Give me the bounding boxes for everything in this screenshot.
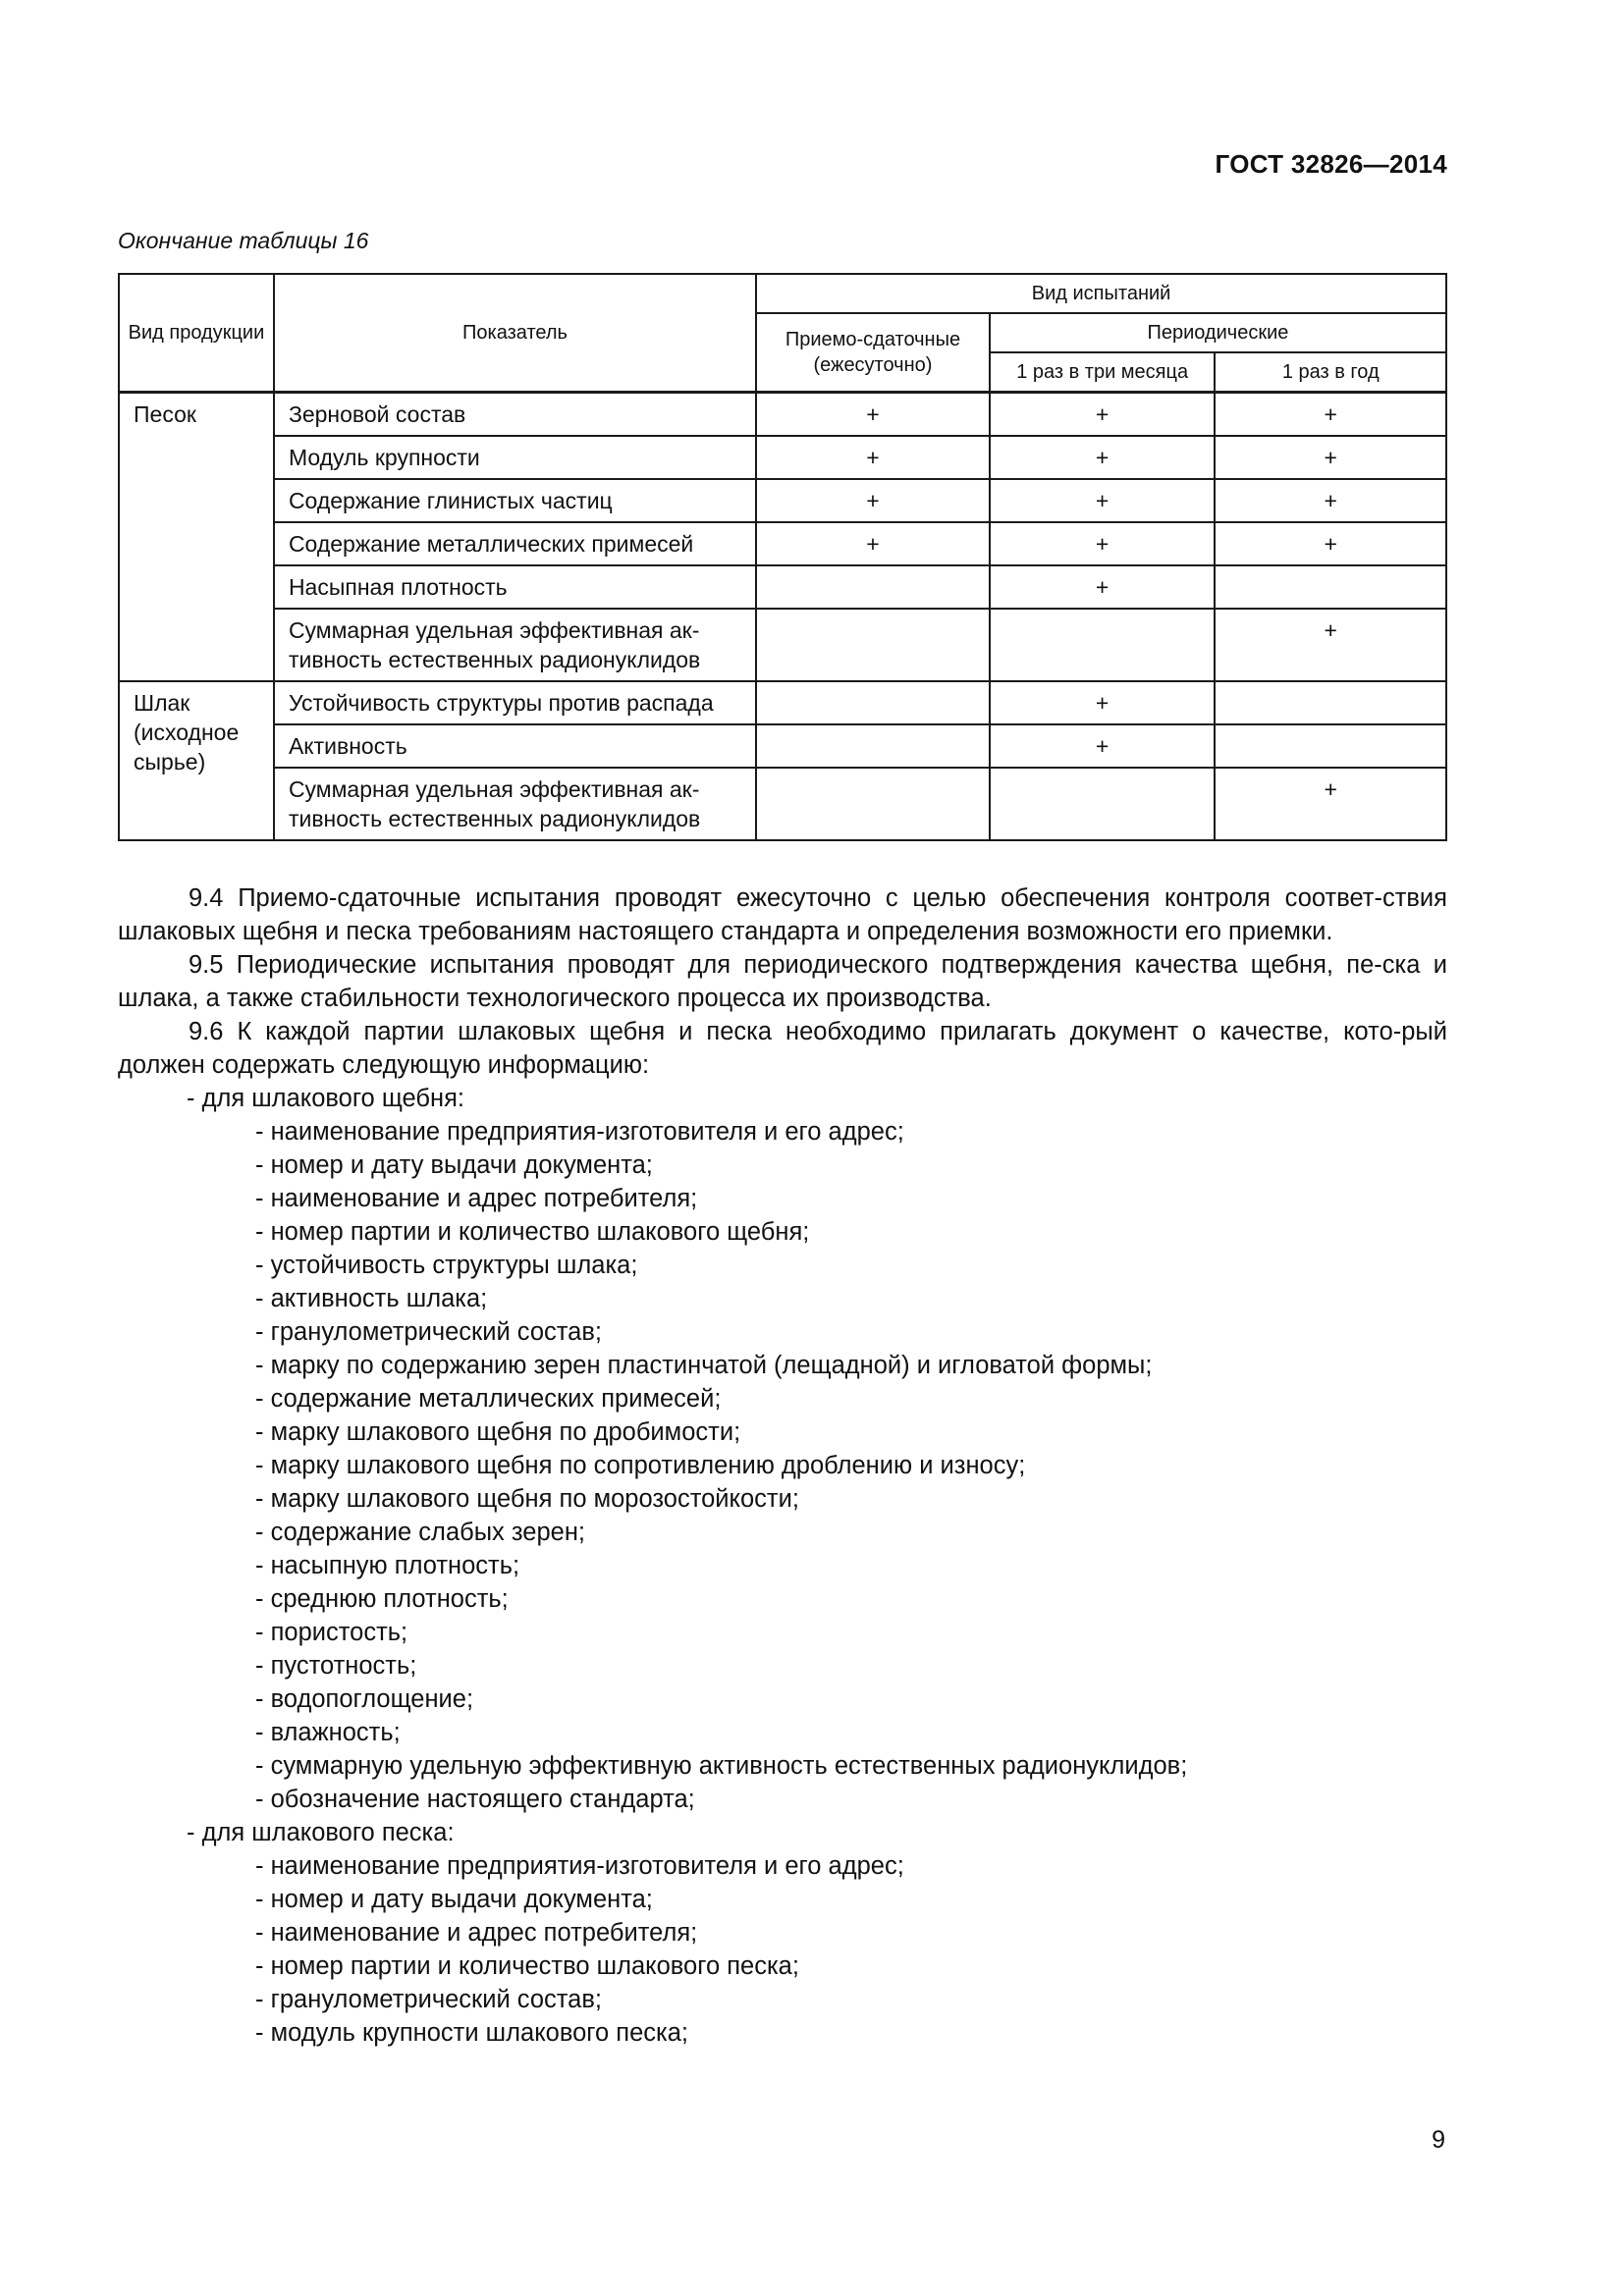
acceptance-mark — [756, 768, 990, 840]
yearly-mark: + — [1215, 609, 1446, 681]
document-id: ГОСТ 32826—2014 — [1215, 149, 1447, 179]
acceptance-mark: + — [756, 436, 990, 479]
yearly-mark — [1215, 565, 1446, 609]
yearly-mark: + — [1215, 479, 1446, 522]
list-item: - влажность; — [255, 1719, 401, 1746]
crushed-stone-list — [118, 1115, 1447, 1816]
product-cell: Песок — [119, 392, 274, 681]
list-item: - номер и дату выдачи документа; — [255, 1151, 653, 1179]
table-16 — [118, 273, 1447, 841]
acceptance-mark — [756, 681, 990, 724]
list-item: - номер и дату выдачи документа; — [255, 1886, 653, 1913]
quarterly-mark — [990, 609, 1216, 681]
acceptance-mark — [756, 565, 990, 609]
yearly-mark — [1215, 724, 1446, 768]
table-row — [119, 392, 1446, 436]
table-row — [119, 479, 1446, 522]
product-cell: Шлак (исходное сырье) — [119, 681, 274, 840]
acceptance-mark: + — [756, 522, 990, 565]
list-item: - модуль крупности шлакового песка; — [255, 2019, 688, 2047]
table-row — [119, 565, 1446, 609]
indicator-cell: Устойчивость структуры против распада — [274, 681, 756, 724]
body-text — [118, 881, 1447, 2050]
table-row — [119, 609, 1446, 681]
header-acceptance: Приемо-сдаточные (ежесуточно) — [756, 313, 990, 392]
crushed-stone-list-title: - для шлакового щебня: — [187, 1085, 464, 1112]
list-item: - пористость; — [255, 1619, 408, 1646]
header-quarterly: 1 раз в три месяца — [990, 352, 1216, 392]
indicator-cell: Активность — [274, 724, 756, 768]
indicator-cell: Содержание глинистых частиц — [274, 479, 756, 522]
quarterly-mark — [990, 768, 1216, 840]
yearly-mark: + — [1215, 768, 1446, 840]
quarterly-mark: + — [990, 436, 1216, 479]
table-row — [119, 724, 1446, 768]
list-item: - марку шлакового щебня по морозостойкости; — [255, 1485, 799, 1513]
list-item: - среднюю плотность; — [255, 1585, 509, 1613]
paragraph-9-4: 9.4 Приемо-сдаточные испытания проводят ежесуточно с целью обеспечения контроля соответ-ствия шлаковых щебня и песка требованиям настоящего стандарта и определения возможности его приемки. — [118, 884, 1447, 945]
list-item: - гранулометрический состав; — [255, 1986, 602, 2013]
header-test-type: Вид испытаний — [756, 274, 1446, 313]
quarterly-mark: + — [990, 724, 1216, 768]
sand-list-title: - для шлакового песка: — [187, 1819, 455, 1846]
list-item: - наименование и адрес потребителя; — [255, 1185, 698, 1212]
quarterly-mark: + — [990, 522, 1216, 565]
list-item: - марку шлакового щебня по дробимости; — [255, 1418, 741, 1446]
quarterly-mark: + — [990, 392, 1216, 436]
yearly-mark: + — [1215, 392, 1446, 436]
table-row — [119, 522, 1446, 565]
list-item: - содержание металлических примесей; — [255, 1385, 722, 1413]
indicator-cell: Насыпная плотность — [274, 565, 756, 609]
page-number: 9 — [1432, 2126, 1445, 2154]
list-item: - марку по содержанию зерен пластинчатой (лещадной) и игловатой формы; — [255, 1352, 1153, 1379]
list-item: - обозначение настоящего стандарта; — [255, 1786, 695, 1813]
quarterly-mark: + — [990, 681, 1216, 724]
acceptance-mark — [756, 609, 990, 681]
acceptance-mark: + — [756, 479, 990, 522]
indicator-cell: Суммарная удельная эффективная ак-тивность естественных радионуклидов — [274, 768, 756, 840]
list-item: - содержание слабых зерен; — [255, 1519, 586, 1546]
sand-list — [118, 1849, 1447, 2050]
list-item: - водопоглощение; — [255, 1685, 474, 1713]
list-item: - номер партии и количество шлакового песка; — [255, 1952, 799, 1980]
header-product: Вид продукции — [119, 274, 274, 392]
table-row — [119, 436, 1446, 479]
table-row — [119, 681, 1446, 724]
quarterly-mark: + — [990, 565, 1216, 609]
header-yearly: 1 раз в год — [1215, 352, 1446, 392]
list-item: - суммарную удельную эффективную активность естественных радионуклидов; — [255, 1752, 1188, 1780]
yearly-mark — [1215, 681, 1446, 724]
list-item: - номер партии и количество шлакового щебня; — [255, 1218, 810, 1246]
yearly-mark: + — [1215, 522, 1446, 565]
paragraph-9-5: 9.5 Периодические испытания проводят для периодического подтверждения качества щебня, пе-ска и шлака, а также стабильности технологического процесса их производства. — [118, 951, 1447, 1012]
list-item: - насыпную плотность; — [255, 1552, 520, 1579]
table-row — [119, 768, 1446, 840]
header-periodic: Периодические — [990, 313, 1446, 352]
indicator-cell: Зерновой состав — [274, 392, 756, 436]
list-item: - марку шлакового щебня по сопротивлению дроблению и износу; — [255, 1452, 1026, 1479]
table-caption: Окончание таблицы 16 — [118, 228, 369, 253]
indicator-cell: Модуль крупности — [274, 436, 756, 479]
quarterly-mark: + — [990, 479, 1216, 522]
header-indicator: Показатель — [274, 274, 756, 392]
list-item: - наименование и адрес потребителя; — [255, 1919, 698, 1947]
indicator-cell: Содержание металлических примесей — [274, 522, 756, 565]
list-item: - гранулометрический состав; — [255, 1318, 602, 1346]
paragraph-9-6: 9.6 К каждой партии шлаковых щебня и песка необходимо прилагать документ о качестве, кото-рый должен содержать следующую информацию: — [118, 1018, 1447, 1079]
list-item: - устойчивость структуры шлака; — [255, 1252, 638, 1279]
acceptance-mark — [756, 724, 990, 768]
list-item: - пустотность; — [255, 1652, 417, 1680]
list-item: - наименование предприятия-изготовителя и его адрес; — [255, 1118, 904, 1146]
list-item: - активность шлака; — [255, 1285, 488, 1312]
list-item: - наименование предприятия-изготовителя и его адрес; — [255, 1852, 904, 1880]
acceptance-mark: + — [756, 392, 990, 436]
indicator-cell: Суммарная удельная эффективная ак-тивность естественных радионуклидов — [274, 609, 756, 681]
yearly-mark: + — [1215, 436, 1446, 479]
